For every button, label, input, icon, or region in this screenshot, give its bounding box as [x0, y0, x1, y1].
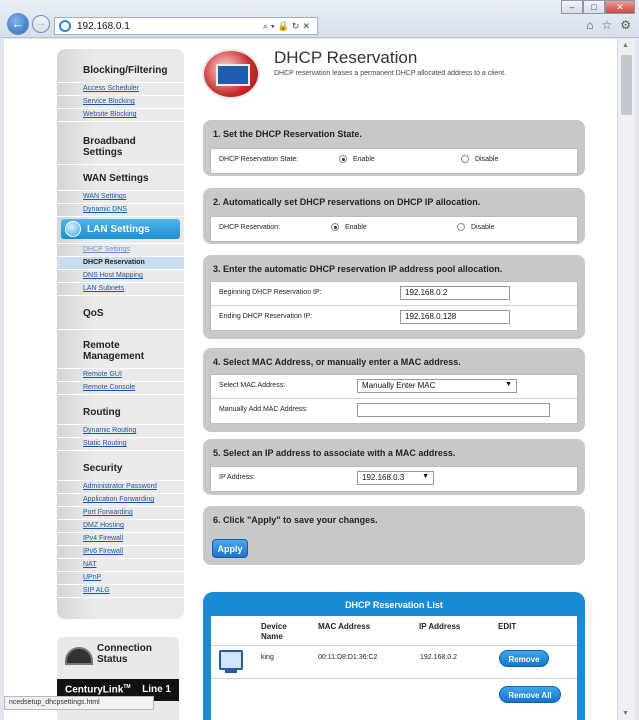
- radio-dot-off: [461, 155, 469, 163]
- select-mac-label: Select MAC Address:: [219, 382, 286, 389]
- auto-reservation-enable-radio[interactable]: [331, 223, 367, 231]
- sidebar-section-routing[interactable]: Routing: [83, 407, 121, 418]
- section-4-title: 4. Select MAC Address, or manually enter a MAC address.: [213, 357, 461, 367]
- back-icon[interactable]: ←: [7, 13, 29, 35]
- sidebar-item-sip-alg[interactable]: SIP ALG: [57, 585, 184, 598]
- sidebar-item-website-blocking[interactable]: Website Blocking: [57, 109, 184, 122]
- router-logo-icon: [202, 49, 260, 99]
- col-ip-address: IP Address: [419, 622, 461, 631]
- section-2-box: [210, 216, 578, 242]
- status-bar-url: ncedsetup_dhcpsettings.html: [4, 696, 154, 710]
- section-reservation-state: [203, 120, 585, 176]
- sidebar-item-dynamic-routing[interactable]: Dynamic Routing: [57, 425, 184, 438]
- select-mac-value: Manually Enter MAC: [362, 381, 436, 390]
- radio-enable-label: Enable: [353, 155, 375, 163]
- sidebar-item-dhcp-settings[interactable]: DHCP Settings: [57, 244, 184, 257]
- radio-dot-on: [331, 223, 339, 231]
- section-6-title: 6. Click "Apply" to save your changes.: [213, 515, 378, 525]
- sidebar-section-broadband[interactable]: Broadband Settings: [83, 136, 136, 158]
- browser-chrome: [0, 0, 639, 38]
- brand-tm: TM: [123, 684, 131, 690]
- sidebar-item-dns-host-mapping[interactable]: DNS Host Mapping: [57, 270, 184, 283]
- ip-address-dropdown[interactable]: [357, 471, 434, 485]
- section-ip-pool: [203, 255, 585, 339]
- favorites-icon[interactable]: ☆: [601, 18, 613, 32]
- section-1-box: [210, 148, 578, 174]
- auto-reservation-row: [211, 217, 577, 241]
- radio-disable-label: Disable: [471, 223, 495, 231]
- sidebar-item-lan-subnets[interactable]: LAN Subnets: [57, 283, 184, 296]
- address-url: 192.168.0.1: [77, 20, 130, 32]
- reservation-table: [211, 616, 577, 720]
- address-bar[interactable]: [54, 17, 318, 35]
- sidebar-section-lan[interactable]: [61, 219, 180, 239]
- col-device-name: Device Name: [261, 622, 287, 641]
- sidebar-links-wan: [57, 190, 184, 217]
- sidebar-item-static-routing[interactable]: Static Routing: [57, 438, 184, 451]
- manual-mac-input[interactable]: [357, 403, 550, 417]
- sidebar-section-remote[interactable]: Remote Management: [83, 340, 145, 362]
- manual-mac-label: Manually Add MAC Address:: [219, 406, 308, 413]
- end-ip-row: [211, 306, 577, 330]
- sidebar-item-application-forwarding[interactable]: Application Forwarding: [57, 494, 184, 507]
- begin-ip-label: Beginning DHCP Reservation IP:: [219, 289, 322, 296]
- section-3-box: [210, 281, 578, 331]
- radio-dot-on: [339, 155, 347, 163]
- sidebar-item-ipv4-firewall[interactable]: IPv4 Firewall: [57, 533, 184, 546]
- sidebar-item-nat[interactable]: NAT: [57, 559, 184, 572]
- begin-ip-row: [211, 282, 577, 306]
- chevron-down-icon: ▼: [422, 473, 429, 480]
- radio-disable-label: Disable: [475, 155, 499, 163]
- table-row-divider: [211, 678, 577, 679]
- sidebar: [57, 49, 184, 619]
- connection-status-title: Connection Status: [97, 643, 152, 665]
- settings-gear-icon[interactable]: ⚙: [620, 18, 631, 32]
- sidebar-item-upnp[interactable]: UPnP: [57, 572, 184, 585]
- sidebar-links-blocking: [57, 82, 184, 122]
- begin-ip-input[interactable]: 192.168.0.2: [400, 286, 510, 300]
- select-mac-dropdown[interactable]: [357, 379, 517, 393]
- sidebar-links-remote: [57, 368, 184, 395]
- section-apply: [203, 506, 585, 565]
- sidebar-section-security[interactable]: Security: [83, 463, 123, 474]
- section-3-title: 3. Enter the automatic DHCP reservation IP address pool allocation.: [213, 264, 503, 274]
- section-1-title: 1. Set the DHCP Reservation State.: [213, 129, 362, 139]
- table-header-divider: [211, 645, 577, 646]
- reservation-list-title: DHCP Reservation List: [345, 600, 443, 610]
- page-subtitle: DHCP reservation leases a permanent DHCP allocated address to a client.: [274, 70, 507, 77]
- ip-address-label: IP Address:: [219, 474, 255, 481]
- sidebar-item-dmz-hosting[interactable]: DMZ Hosting: [57, 520, 184, 533]
- sidebar-item-remote-gui[interactable]: Remote GUI: [57, 369, 184, 382]
- reservation-state-enable-radio[interactable]: [339, 155, 375, 163]
- end-ip-label: Ending DHCP Reservation IP:: [219, 313, 313, 320]
- sidebar-links-routing: [57, 424, 184, 451]
- sidebar-section-wan[interactable]: WAN Settings: [83, 173, 149, 184]
- auto-reservation-disable-radio[interactable]: [457, 223, 494, 231]
- section-4-box: [210, 374, 578, 424]
- brand-name: CenturyLink: [65, 684, 124, 696]
- ip-address-row: [211, 467, 577, 491]
- sidebar-item-admin-password[interactable]: Administrator Password: [57, 481, 184, 494]
- apply-button[interactable]: Apply: [212, 539, 248, 558]
- sidebar-links-lan: [57, 243, 184, 296]
- logo-screen: [216, 64, 250, 86]
- section-2-title: 2. Automatically set DHCP reservations on DHCP IP allocation.: [213, 197, 481, 207]
- reservation-list-panel: [203, 592, 585, 720]
- reservation-state-row: [211, 149, 577, 173]
- manual-mac-row: [211, 399, 577, 423]
- maximize-button[interactable]: □: [583, 0, 605, 14]
- section-ip-associate: [203, 439, 585, 495]
- sidebar-item-service-blocking[interactable]: Service Blocking: [57, 96, 184, 109]
- scroll-down-icon[interactable]: ▼: [622, 710, 629, 717]
- sidebar-item-dhcp-reservation[interactable]: DHCP Reservation: [57, 257, 184, 270]
- col-edit: EDIT: [498, 622, 517, 631]
- address-tools-icons[interactable]: ⌕▾🔒↻✕: [262, 20, 313, 31]
- remove-all-button[interactable]: Remove All: [499, 686, 561, 703]
- forward-icon[interactable]: →: [32, 15, 50, 33]
- scrollbar-thumb[interactable]: [621, 55, 632, 115]
- ie-icon: [59, 20, 71, 32]
- end-ip-input[interactable]: 192.168.0.128: [400, 310, 510, 324]
- line-label: Line 1: [142, 684, 171, 695]
- row-device-name: king: [261, 654, 274, 661]
- auto-reservation-label: DHCP Reservation:: [219, 224, 280, 231]
- select-mac-row: [211, 375, 577, 399]
- sidebar-links-security: [57, 480, 184, 598]
- minimize-button[interactable]: –: [561, 0, 583, 14]
- section-5-box: [210, 466, 578, 492]
- sidebar-item-ipv6-firewall[interactable]: IPv6 Firewall: [57, 546, 184, 559]
- sidebar-item-port-forwarding[interactable]: Port Forwarding: [57, 507, 184, 520]
- radio-enable-label: Enable: [345, 223, 367, 231]
- sidebar-item-dynamic-dns[interactable]: Dynamic DNS: [57, 204, 184, 217]
- ip-address-value: 192.168.0.3: [362, 473, 405, 482]
- col-mac-address: MAC Address: [318, 622, 371, 631]
- chevron-down-icon: ▼: [505, 381, 512, 388]
- home-icon[interactable]: ⌂: [586, 18, 594, 32]
- reservation-state-disable-radio[interactable]: [461, 155, 498, 163]
- row-ip-address: 192.168.0.2: [420, 654, 457, 661]
- row-mac-address: 00:11:D8:D1:36:C2: [318, 654, 378, 661]
- sidebar-section-qos[interactable]: QoS: [83, 308, 104, 319]
- browser-toolbar: [586, 18, 631, 32]
- remove-button[interactable]: Remove: [499, 650, 549, 667]
- lan-orb-icon: [65, 221, 81, 237]
- sidebar-item-remote-console[interactable]: Remote Console: [57, 382, 184, 395]
- section-5-title: 5. Select an IP address to associate with a MAC address.: [213, 448, 456, 458]
- sidebar-section-blocking: Blocking/Filtering: [83, 65, 168, 76]
- section-auto-reservation: [203, 188, 585, 244]
- reservation-state-label: DHCP Reservation State:: [219, 156, 299, 163]
- window-controls: [561, 0, 635, 14]
- sidebar-item-wan-settings[interactable]: WAN Settings: [57, 191, 184, 204]
- speedometer-icon: [65, 647, 93, 665]
- page-title: DHCP Reservation: [274, 48, 418, 67]
- computer-icon: [219, 650, 243, 670]
- page-content: [4, 39, 617, 720]
- scroll-up-icon[interactable]: ▲: [622, 42, 629, 49]
- sidebar-section-lan-label: LAN Settings: [87, 223, 150, 235]
- page-scrollbar[interactable]: [617, 39, 635, 720]
- section-mac-address: [203, 348, 585, 432]
- sidebar-item-access-scheduler[interactable]: Access Scheduler: [57, 83, 184, 96]
- close-button[interactable]: ✕: [605, 0, 635, 14]
- radio-dot-off: [457, 223, 465, 231]
- brand-block: [65, 684, 131, 696]
